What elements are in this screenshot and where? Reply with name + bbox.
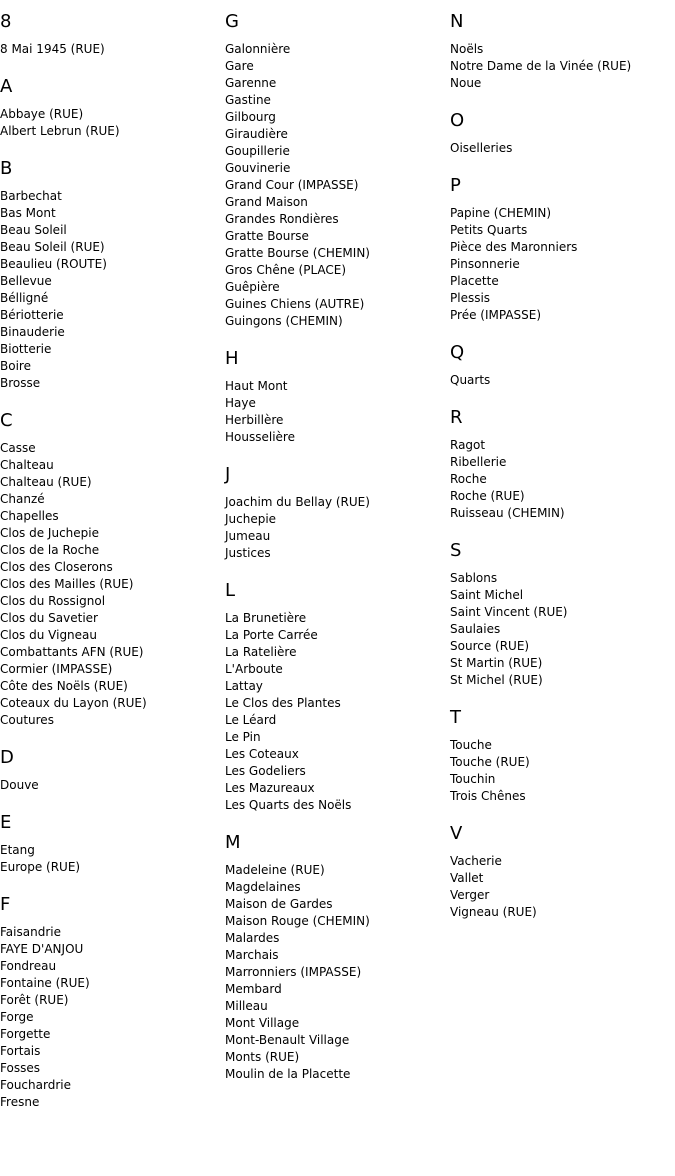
street-link[interactable]: Notre Dame de la Vinée (RUE) xyxy=(450,59,632,73)
street-link[interactable]: Petits Quarts xyxy=(450,223,528,237)
street-link[interactable]: Casse xyxy=(0,441,36,455)
street-link[interactable]: Guingons (CHEMIN) xyxy=(225,314,343,328)
street-link[interactable]: Verger xyxy=(450,888,490,902)
street-link[interactable]: Beaulieu (ROUTE) xyxy=(0,257,107,271)
street-link[interactable]: Vacherie xyxy=(450,854,502,868)
street-link[interactable]: Roche xyxy=(450,472,487,486)
street-link[interactable]: Beau Soleil xyxy=(0,223,67,237)
letter-section xyxy=(225,832,445,1083)
street-link[interactable]: 8 Mai 1945 (RUE) xyxy=(0,42,105,56)
street-link[interactable]: Noue xyxy=(450,76,482,90)
street-link[interactable]: Clos de la Roche xyxy=(0,543,100,557)
street-link[interactable]: Vigneau (RUE) xyxy=(450,905,537,919)
street-link[interactable]: Forêt (RUE) xyxy=(0,993,69,1007)
street-link[interactable]: Roche (RUE) xyxy=(450,489,525,503)
street-link[interactable]: Malardes xyxy=(225,931,280,945)
street-link[interactable]: Placette xyxy=(450,274,499,288)
street-link[interactable]: Clos des Mailles (RUE) xyxy=(0,577,134,591)
section-letter-heading: 8 xyxy=(0,11,12,32)
street-link[interactable]: Mont-Benault Village xyxy=(225,1033,350,1047)
street-link[interactable]: Marronniers (IMPASSE) xyxy=(225,965,362,979)
street-list xyxy=(450,372,670,389)
section-letter-heading: G xyxy=(225,11,239,32)
street-link[interactable]: Sablons xyxy=(450,571,498,585)
letter-section xyxy=(225,464,445,562)
street-link[interactable]: Guines Chiens (AUTRE) xyxy=(225,297,365,311)
street-list xyxy=(0,106,220,140)
section-letter-heading: M xyxy=(225,832,241,853)
street-link[interactable]: Gratte Bourse (CHEMIN) xyxy=(225,246,370,260)
section-letter-heading: D xyxy=(0,747,14,768)
street-link[interactable]: La Porte Carrée xyxy=(225,628,318,642)
street-link[interactable]: Milleau xyxy=(225,999,268,1013)
street-link[interactable]: Côte des Noëls (RUE) xyxy=(0,679,128,693)
street-link[interactable]: Pinsonnerie xyxy=(450,257,520,271)
street-link[interactable]: Grand Maison xyxy=(225,195,308,209)
street-link[interactable]: Abbaye (RUE) xyxy=(0,107,84,121)
letter-section xyxy=(450,11,670,92)
street-list xyxy=(225,41,445,330)
street-link[interactable]: Quarts xyxy=(450,373,491,387)
street-link[interactable]: Chalteau (RUE) xyxy=(0,475,92,489)
section-letter-heading: N xyxy=(450,11,464,32)
letter-section xyxy=(225,580,445,814)
street-link[interactable]: Combattants AFN (RUE) xyxy=(0,645,144,659)
street-list xyxy=(450,853,670,921)
street-link[interactable]: Jumeau xyxy=(225,529,271,543)
street-link[interactable]: Albert Lebrun (RUE) xyxy=(0,124,120,138)
street-link[interactable]: L'Arboute xyxy=(225,662,283,676)
street-link[interactable]: Haut Mont xyxy=(225,379,288,393)
street-link[interactable]: Maison de Gardes xyxy=(225,897,333,911)
street-link[interactable]: Europe (RUE) xyxy=(0,860,81,874)
section-letter-heading: H xyxy=(225,348,239,369)
street-link[interactable]: Goupillerie xyxy=(225,144,290,158)
street-list xyxy=(0,842,220,876)
street-link[interactable]: Plessis xyxy=(450,291,491,305)
street-link[interactable]: Maison Rouge (CHEMIN) xyxy=(225,914,370,928)
letter-section xyxy=(0,76,220,140)
letter-section xyxy=(0,894,220,1111)
letter-section xyxy=(450,407,670,522)
street-link[interactable]: Pièce des Maronniers xyxy=(450,240,578,254)
letter-section xyxy=(0,812,220,876)
street-link[interactable]: Binauderie xyxy=(0,325,65,339)
street-link[interactable]: Etang xyxy=(0,843,35,857)
street-link[interactable]: Juchepie xyxy=(225,512,277,526)
street-list xyxy=(225,378,445,446)
street-link[interactable]: Fosses xyxy=(0,1061,40,1075)
letter-section xyxy=(0,11,220,58)
street-link[interactable]: Clos de Juchepie xyxy=(0,526,99,540)
street-link[interactable]: Grand Cour (IMPASSE) xyxy=(225,178,359,192)
letter-section xyxy=(450,110,670,157)
street-list xyxy=(0,188,220,392)
letter-section xyxy=(450,707,670,805)
street-link[interactable]: Vallet xyxy=(450,871,484,885)
street-index-column-1 xyxy=(0,0,220,1129)
street-link[interactable]: Brosse xyxy=(0,376,41,390)
street-link[interactable]: Clos des Closerons xyxy=(0,560,113,574)
street-link[interactable]: Grandes Rondières xyxy=(225,212,339,226)
street-link[interactable]: Gratte Bourse xyxy=(225,229,309,243)
street-link[interactable]: Moulin de la Placette xyxy=(225,1067,351,1081)
street-link[interactable]: Touche xyxy=(450,738,492,752)
street-list xyxy=(0,924,220,1111)
section-letter-heading: V xyxy=(450,823,463,844)
street-link[interactable]: St Michel (RUE) xyxy=(450,673,543,687)
street-link[interactable]: Barbechat xyxy=(0,189,62,203)
street-link[interactable]: Forge xyxy=(0,1010,34,1024)
street-link[interactable]: FAYE D'ANJOU xyxy=(0,942,84,956)
street-link[interactable]: Chapelles xyxy=(0,509,59,523)
street-link[interactable]: Fondreau xyxy=(0,959,57,973)
street-link[interactable]: Bellevue xyxy=(0,274,52,288)
street-link[interactable]: Fortais xyxy=(0,1044,41,1058)
section-letter-heading: S xyxy=(450,540,462,561)
street-link[interactable]: Bériotterie xyxy=(0,308,64,322)
street-link[interactable]: Justices xyxy=(225,546,271,560)
section-letter-heading: F xyxy=(0,894,11,915)
section-letter-heading: E xyxy=(0,812,12,833)
street-list xyxy=(450,41,670,92)
street-list xyxy=(0,777,220,794)
street-link[interactable]: Les Godeliers xyxy=(225,764,306,778)
street-list xyxy=(450,737,670,805)
street-link[interactable]: Bélligné xyxy=(0,291,49,305)
street-link[interactable]: Source (RUE) xyxy=(450,639,530,653)
street-link[interactable]: Le Léard xyxy=(225,713,277,727)
section-letter-heading: A xyxy=(0,76,13,97)
section-letter-heading: T xyxy=(450,707,461,728)
street-link[interactable]: Guêpière xyxy=(225,280,280,294)
street-link[interactable]: Gilbourg xyxy=(225,110,276,124)
letter-section xyxy=(225,348,445,446)
street-link[interactable]: Touchin xyxy=(450,772,496,786)
street-link[interactable]: Coteaux du Layon (RUE) xyxy=(0,696,147,710)
letter-section xyxy=(0,410,220,729)
street-link[interactable]: Les Quarts des Noëls xyxy=(225,798,352,812)
street-link[interactable]: Fresne xyxy=(0,1095,40,1109)
street-link[interactable]: Garenne xyxy=(225,76,277,90)
street-link[interactable]: Faisandrie xyxy=(0,925,61,939)
street-link[interactable]: Le Pin xyxy=(225,730,261,744)
letter-section xyxy=(0,747,220,794)
street-link[interactable]: Chanzé xyxy=(0,492,45,506)
street-link[interactable]: Biotterie xyxy=(0,342,52,356)
street-link[interactable]: Chalteau xyxy=(0,458,54,472)
street-link[interactable]: Ragot xyxy=(450,438,486,452)
street-link[interactable]: Membard xyxy=(225,982,282,996)
street-list xyxy=(225,494,445,562)
street-link[interactable]: Touche (RUE) xyxy=(450,755,530,769)
street-link[interactable]: Trois Chênes xyxy=(450,789,526,803)
street-link[interactable]: Les Mazureaux xyxy=(225,781,315,795)
street-link[interactable]: Haye xyxy=(225,396,256,410)
section-letter-heading: L xyxy=(225,580,236,601)
street-list xyxy=(0,41,220,58)
street-link[interactable]: Le Clos des Plantes xyxy=(225,696,341,710)
street-link[interactable]: Bas Mont xyxy=(0,206,56,220)
section-letter-heading: Q xyxy=(450,342,465,363)
street-link[interactable]: Saint Vincent (RUE) xyxy=(450,605,568,619)
street-link[interactable]: Beau Soleil (RUE) xyxy=(0,240,105,254)
section-letter-heading: P xyxy=(450,175,461,196)
street-link[interactable]: Clos du Vigneau xyxy=(0,628,98,642)
section-letter-heading: B xyxy=(0,158,13,179)
street-link[interactable]: Joachim du Bellay (RUE) xyxy=(225,495,370,509)
street-link[interactable]: Gare xyxy=(225,59,254,73)
street-index-column-3 xyxy=(450,0,670,939)
street-link[interactable]: Clos du Rossignol xyxy=(0,594,106,608)
street-link[interactable]: Noëls xyxy=(450,42,484,56)
street-link[interactable]: Gros Chêne (PLACE) xyxy=(225,263,347,277)
street-link[interactable]: Clos du Savetier xyxy=(0,611,98,625)
street-link[interactable]: Ruisseau (CHEMIN) xyxy=(450,506,565,520)
street-link[interactable]: Les Coteaux xyxy=(225,747,299,761)
street-link[interactable]: Fouchardrie xyxy=(0,1078,71,1092)
street-link[interactable]: Cormier (IMPASSE) xyxy=(0,662,113,676)
street-list xyxy=(0,440,220,729)
street-link[interactable]: Ribellerie xyxy=(450,455,507,469)
street-link[interactable]: Magdelaines xyxy=(225,880,301,894)
letter-section xyxy=(0,158,220,392)
section-letter-heading: O xyxy=(450,110,465,131)
street-link[interactable]: Fontaine (RUE) xyxy=(0,976,90,990)
street-list xyxy=(225,610,445,814)
letter-section xyxy=(450,823,670,921)
street-link[interactable]: St Martin (RUE) xyxy=(450,656,543,670)
street-link[interactable]: Gastine xyxy=(225,93,271,107)
street-link[interactable]: Forgette xyxy=(0,1027,51,1041)
street-link[interactable]: Gouvinerie xyxy=(225,161,291,175)
street-link[interactable]: Prée (IMPASSE) xyxy=(450,308,542,322)
section-letter-heading: R xyxy=(450,407,463,428)
street-link[interactable]: Coutures xyxy=(0,713,54,727)
section-letter-heading: J xyxy=(225,464,231,485)
street-link[interactable]: Herbillère xyxy=(225,413,284,427)
street-link[interactable]: Housselière xyxy=(225,430,295,444)
street-link[interactable]: Monts (RUE) xyxy=(225,1050,300,1064)
street-link[interactable]: Papine (CHEMIN) xyxy=(450,206,552,220)
street-link[interactable]: Marchais xyxy=(225,948,279,962)
street-link[interactable]: Lattay xyxy=(225,679,263,693)
letter-section xyxy=(450,540,670,689)
letter-section xyxy=(450,342,670,389)
street-list xyxy=(450,437,670,522)
letter-section xyxy=(450,175,670,324)
street-index-column-2 xyxy=(225,0,445,1101)
street-link[interactable]: Douve xyxy=(0,778,39,792)
street-link[interactable]: La Brunetière xyxy=(225,611,307,625)
street-link[interactable]: Mont Village xyxy=(225,1016,300,1030)
section-letter-heading: C xyxy=(0,410,13,431)
street-link[interactable]: Saint Michel xyxy=(450,588,524,602)
street-list xyxy=(225,862,445,1083)
street-link[interactable]: Galonnière xyxy=(225,42,291,56)
letter-section xyxy=(225,11,445,330)
street-link[interactable]: Saulaies xyxy=(450,622,501,636)
street-link[interactable]: Boire xyxy=(0,359,31,373)
street-link[interactable]: La Ratelière xyxy=(225,645,297,659)
street-link[interactable]: Madeleine (RUE) xyxy=(225,863,325,877)
street-list xyxy=(450,140,670,157)
street-link[interactable]: Giraudière xyxy=(225,127,288,141)
street-list xyxy=(450,205,670,324)
street-link[interactable]: Oiselleries xyxy=(450,141,513,155)
street-list xyxy=(450,570,670,689)
